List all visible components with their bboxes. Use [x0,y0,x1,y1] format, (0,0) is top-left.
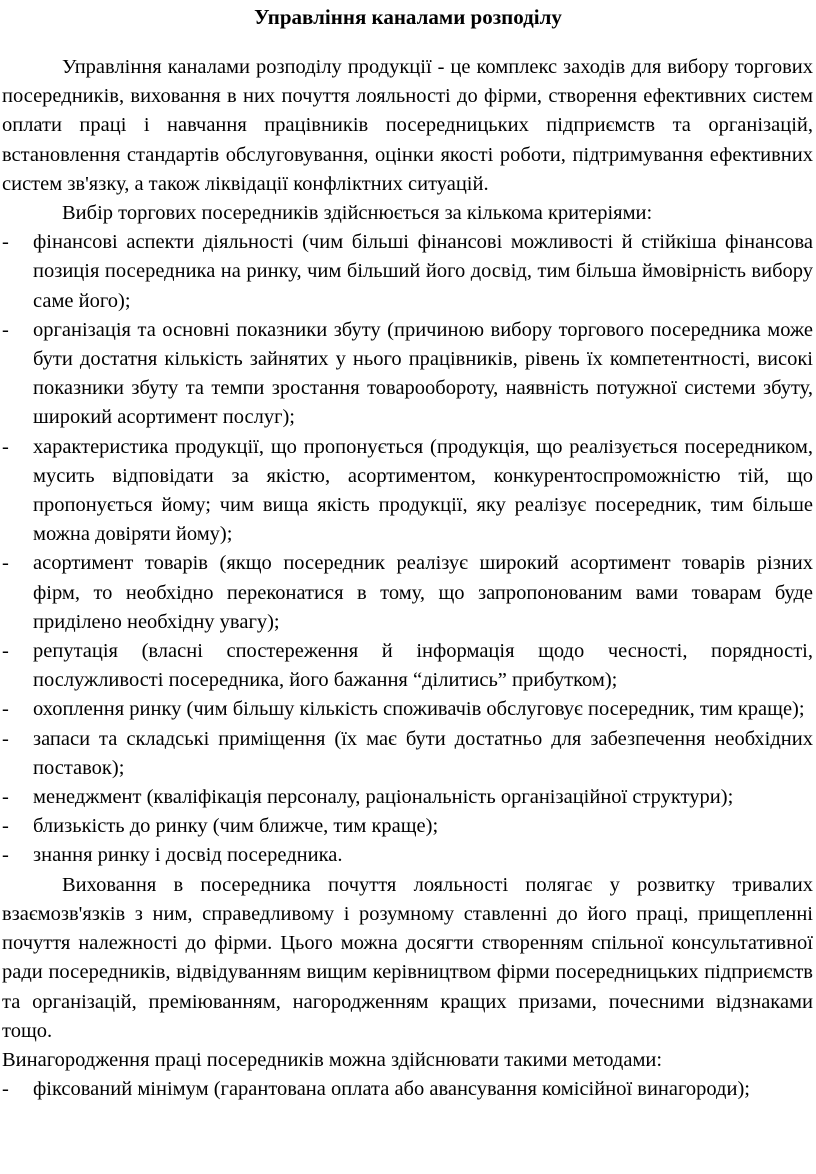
document-title: Управління каналами розподілу [254,5,562,29]
bullet-dash: - [2,844,9,867]
bullet-dash: - [2,318,9,341]
bullet-dash: - [2,815,9,838]
bullet-dash: - [2,786,9,809]
intro-paragraph: Управління каналами розподілу продукції - це комплекс заходів для вибору торгових посередників, виховання в них почуття лояльності до фірми, створення ефективних систем оплати праці і навчання працівників посередницьких підприємств та організацій, встановлення стандартів обслуговування, оцінки якості роботи, підтримування ефективних систем зв'язку, а також ліквідації конфліктних ситуацій. [2,56,813,195]
list-item [2,228,813,316]
criteria-intro-paragraph: Вибір торгових посередників здійснюється за кількома критеріями: [62,202,653,225]
bullet-dash: - [2,435,9,458]
list-item [2,812,813,841]
list-item-text: репутація (власні спостереження й інформація щодо чесності, порядності, послужливості посередника, його бажання “ділитись” прибутком); [33,640,813,692]
list-item-text: фіксований мінімум (гарантована оплата або авансування комісійної винагороди); [33,1078,750,1101]
list-item [2,1075,813,1104]
bullet-dash: - [2,1078,9,1101]
list-item-text: організація та основні показники збуту (причиною вибору торгового посередника може бути достатня кількість зайнятих у нього працівників, рівень їх компетентності, високі показники збуту та темпи зростання товарообороту, наявність потужної системи збуту, широкий асортимент послуг); [33,318,813,429]
list-item-text: асортимент товарів (якщо посередник реалізує широкий асортимент товарів різних фірм, то необхідно переконатися в тому, що запропонованим вами товарам буде приділено необхідну увагу); [33,552,813,633]
reward-intro-paragraph: Винагородження праці посередників можна здійснювати такими методами: [2,1048,663,1071]
list-item [2,725,813,783]
bullet-dash: - [2,640,9,663]
document-body [2,53,813,1104]
list-item-text: характеристика продукції, що пропонується (продукція, що реалізується посередником, мусить відповідати за якістю, асортиментом, конкурентоспроможністю тій, що пропонується йому; чим вища якість продукції, яку реалізує посередник, тим більше можна довіряти йому); [33,435,813,546]
list-item-text: близькість до ринку (чим ближче, тим краще); [33,815,439,838]
list-item [2,316,813,433]
list-item-text: менеджмент (кваліфікація персоналу, раціональність організаційної структури); [33,786,734,809]
list-item-text: знання ринку і досвід посередника. [33,844,343,867]
reward-methods-list [2,1075,813,1104]
bullet-dash: - [2,698,9,721]
list-item [2,637,813,695]
list-item [2,549,813,637]
bullet-dash: - [2,552,9,575]
loyalty-paragraph: Виховання в посередника почуття лояльності полягає у розвитку тривалих взаємозв'язків з ним, справедливому і розумному ставленні до його праці, прищепленні почуття належності до фірми. Цього можна досягти створенням спільної консультативної ради посередників, відвідуванням вищим керівництвом фірми посередницьких підприємств та організацій, преміюванням, нагородженням кращих призами, почесними відзнаками тощо. [2,873,813,1042]
list-item [2,841,813,870]
criteria-list [2,228,813,870]
bullet-dash: - [2,231,9,254]
list-item-text: запаси та складські приміщення (їх має бути достатньо для забезпечення необхідних поставок); [33,727,813,779]
list-item-text: охоплення ринку (чим більшу кількість споживачів обслуговує посередник, тим краще); [33,698,805,721]
bullet-dash: - [2,727,9,750]
list-item [2,695,813,724]
list-item [2,783,813,812]
list-item-text: фінансові аспекти діяльності (чим більші фінансові можливості й стійкіша фінансова позиція посередника на ринку, чим більший його досвід, тим більша ймовірність вибору саме його); [33,231,813,312]
list-item [2,433,813,550]
